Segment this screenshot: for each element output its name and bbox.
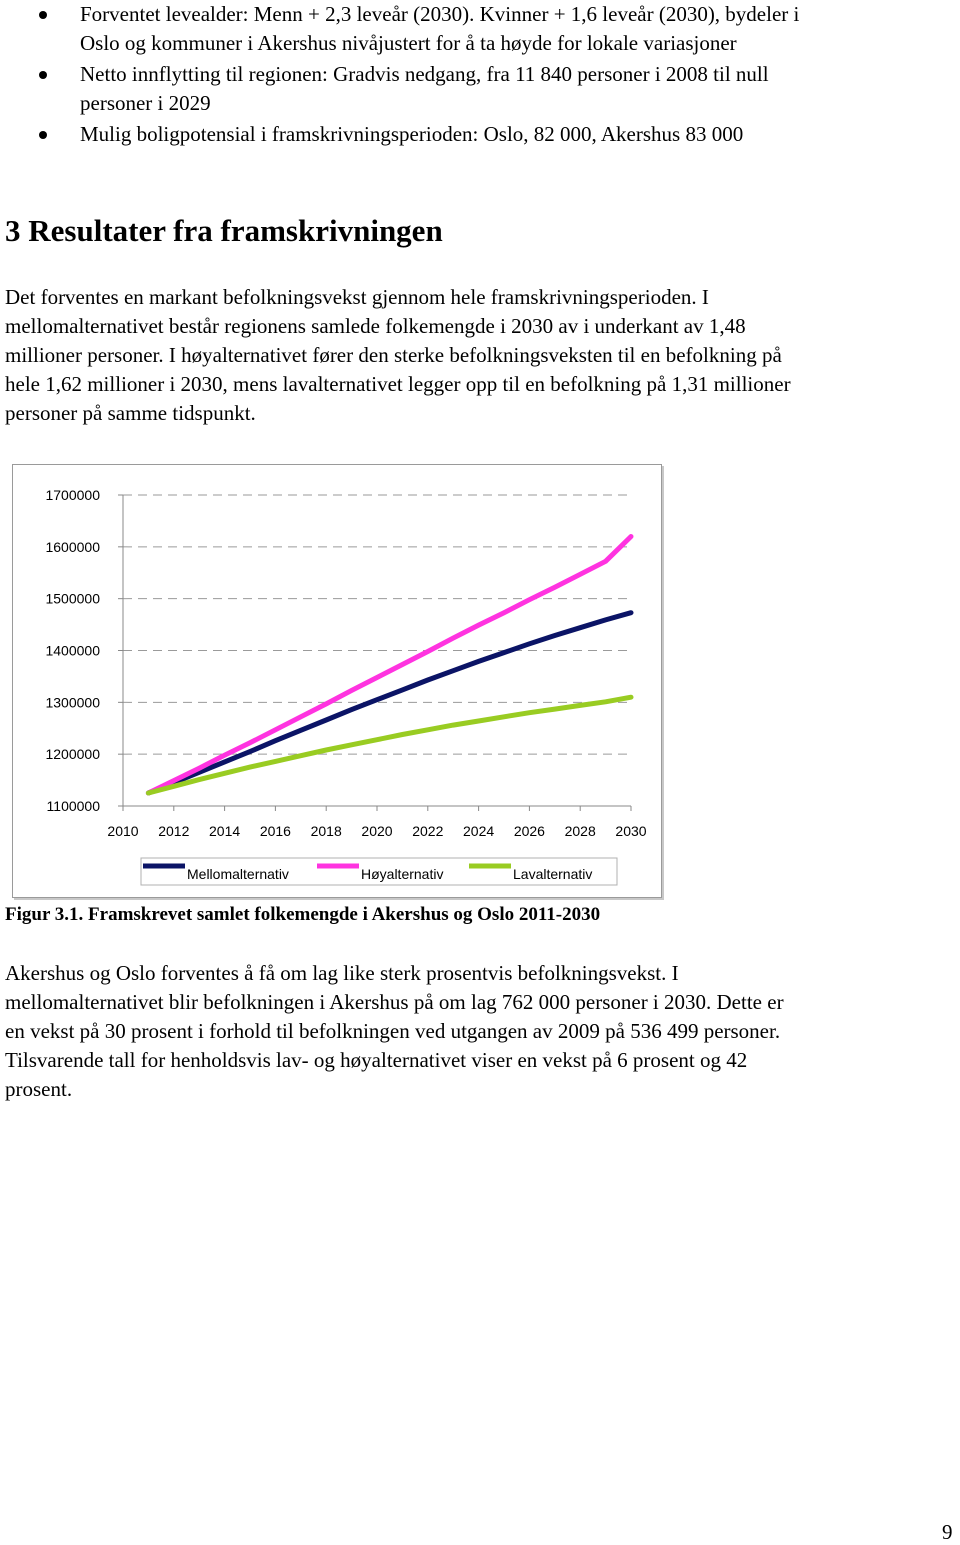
section-heading: 3 Resultater fra framskrivningen	[5, 213, 443, 248]
x-tick-label: 2018	[310, 823, 342, 839]
paragraph-line: Det forventes en markant befolkningsvekst gjennom hele framskrivningsperioden. I	[5, 285, 709, 309]
y-tick-label: 1300000	[45, 694, 100, 711]
paragraph-line: hele 1,62 millioner i 2030, mens lavalternativet legger opp til en befolkning på 1,31 millioner	[5, 372, 791, 396]
x-tick-label: 2026	[513, 823, 545, 839]
bullet-dot	[39, 11, 47, 19]
bullet-1-line-2: Oslo og kommuner i Akershus nivåjustert for å ta høyde for lokale variasjoner	[80, 31, 737, 55]
bullet-2-line-1: Netto innflytting til regionen: Gradvis nedgang, fra 11 840 personer i 2008 til null	[80, 62, 769, 86]
y-tick-label: 1700000	[45, 487, 100, 503]
x-tick-label: 2024	[463, 823, 495, 839]
legend-label-lavalternativ: Lavalternativ	[513, 866, 593, 882]
bullet-3-line-1: Mulig boligpotensial i framskrivningsperioden: Oslo, 82 000, Akershus 83 000	[80, 122, 744, 146]
series-line-lavalternativ	[148, 697, 631, 793]
bullet-dot	[39, 71, 47, 79]
paragraph-line: prosent.	[5, 1077, 73, 1101]
paragraph-line: Tilsvarende tall for henholdsvis lav- og høyalternativet viser en vekst på 6 prosent og 42	[5, 1048, 748, 1072]
population-chart	[12, 464, 662, 898]
series-line-mellomalternativ	[148, 613, 631, 793]
bullet-2-line-2: personer i 2029	[80, 91, 211, 115]
x-tick-label: 2028	[564, 823, 596, 839]
y-tick-label: 1500000	[45, 590, 100, 607]
x-tick-label: 2016	[259, 823, 291, 839]
page-number: 9	[942, 1520, 953, 1544]
y-tick-label: 1200000	[45, 746, 100, 763]
figure-caption: Figur 3.1. Framskrevet samlet folkemengde i Akershus og Oslo 2011-2030	[5, 904, 601, 925]
paragraph-line: mellomalternativet består regionens samlede folkemengde i 2030 av i underkant av 1,48	[5, 314, 746, 338]
legend-label-høyalternativ: Høyalternativ	[361, 866, 444, 882]
paragraph-line: en vekst på 30 prosent i forhold til befolkningen ved utgangen av 2009 på 536 499 personer.	[5, 1019, 781, 1043]
paragraph-line: millioner personer. I høyalternativet fører den sterke befolkningsveksten til en befolkning på	[5, 343, 782, 367]
paragraph-line: mellomalternativet blir befolkningen i Akershus på om lag 762 000 personer i 2030. Dette er	[5, 990, 784, 1014]
paragraph-line: Akershus og Oslo forventes å få om lag like sterk prosentvis befolkningsvekst. I	[5, 961, 679, 985]
paragraph-line: personer på samme tidspunkt.	[5, 401, 256, 425]
y-tick-label: 1100000	[46, 798, 100, 814]
chart-legend	[141, 858, 617, 885]
x-tick-label: 2020	[361, 823, 393, 839]
y-tick-label: 1400000	[45, 642, 100, 659]
bullet-1-line-1: Forventet levealder: Menn + 2,3 leveår (2030). Kvinner + 1,6 leveår (2030), bydeler i	[80, 2, 800, 26]
x-tick-label: 2010	[107, 823, 139, 839]
x-tick-label: 2014	[209, 823, 241, 839]
legend-label-mellomalternativ: Mellomalternativ	[187, 866, 289, 882]
x-tick-label: 2022	[412, 823, 444, 839]
bullet-dot	[39, 131, 47, 139]
y-tick-label: 1600000	[45, 538, 100, 555]
x-tick-label: 2030	[615, 823, 647, 839]
x-tick-label: 2012	[158, 823, 190, 839]
chart-canvas	[13, 465, 661, 897]
grid-lines	[123, 495, 631, 754]
chart-axes	[45, 487, 646, 839]
